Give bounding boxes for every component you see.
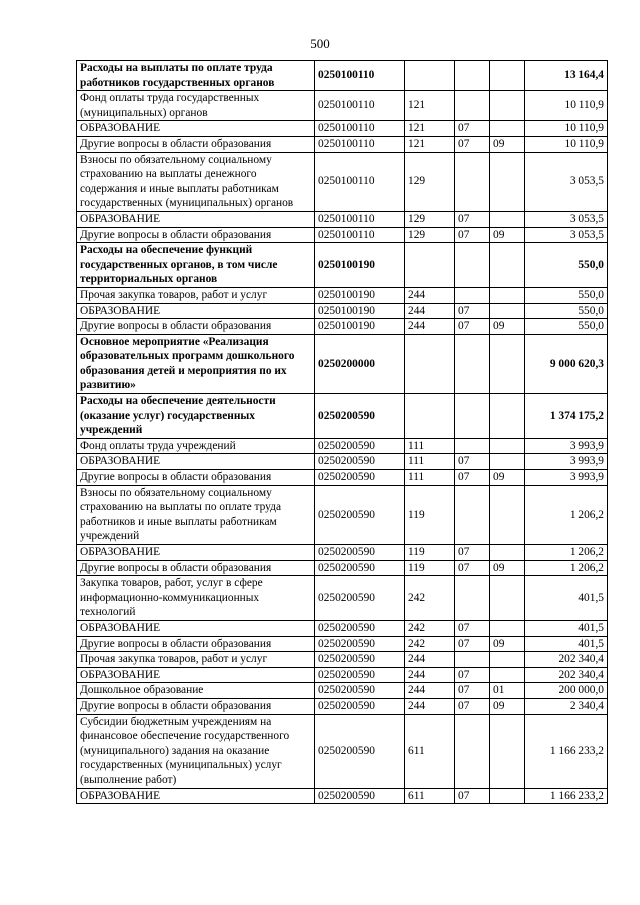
cell-amount: 3 053,5 bbox=[525, 211, 608, 227]
table-row bbox=[77, 334, 608, 393]
cell-section bbox=[455, 61, 490, 91]
cell-subsection bbox=[490, 485, 525, 544]
cell-target-code: 0250100110 bbox=[315, 211, 405, 227]
cell-target-code: 0250200590 bbox=[315, 576, 405, 621]
cell-expense-type: 129 bbox=[405, 152, 455, 211]
cell-amount: 550,0 bbox=[525, 303, 608, 319]
cell-name: Расходы на выплаты по оплате труда работников государственных органов bbox=[77, 61, 315, 91]
cell-subsection bbox=[490, 438, 525, 454]
table-row bbox=[77, 470, 608, 486]
cell-amount: 401,5 bbox=[525, 576, 608, 621]
cell-subsection: 09 bbox=[490, 136, 525, 152]
cell-name: Основное мероприятие «Реализация образовательных программ дошкольного образования детей и мероприятия по их развитию» bbox=[77, 334, 315, 393]
table-row bbox=[77, 485, 608, 544]
cell-expense-type bbox=[405, 394, 455, 439]
cell-target-code: 0250200590 bbox=[315, 454, 405, 470]
table-row bbox=[77, 243, 608, 288]
cell-name: Взносы по обязательному социальному страхованию на выплаты по оплате труда работников и иные выплаты работникам учреждений bbox=[77, 485, 315, 544]
table-row bbox=[77, 303, 608, 319]
cell-subsection bbox=[490, 394, 525, 439]
cell-expense-type: 119 bbox=[405, 560, 455, 576]
cell-amount: 10 110,9 bbox=[525, 91, 608, 121]
cell-section: 07 bbox=[455, 136, 490, 152]
cell-subsection bbox=[490, 652, 525, 668]
cell-section bbox=[455, 485, 490, 544]
cell-amount: 550,0 bbox=[525, 319, 608, 335]
cell-expense-type: 242 bbox=[405, 620, 455, 636]
cell-name: ОБРАЗОВАНИЕ bbox=[77, 211, 315, 227]
cell-subsection bbox=[490, 211, 525, 227]
cell-target-code: 0250200590 bbox=[315, 485, 405, 544]
cell-target-code: 0250100110 bbox=[315, 152, 405, 211]
cell-expense-type: 611 bbox=[405, 714, 455, 788]
table-row bbox=[77, 788, 608, 804]
cell-expense-type bbox=[405, 243, 455, 288]
table-row bbox=[77, 394, 608, 439]
cell-target-code: 0250200590 bbox=[315, 714, 405, 788]
cell-section bbox=[455, 652, 490, 668]
cell-section: 07 bbox=[455, 545, 490, 561]
cell-expense-type: 244 bbox=[405, 652, 455, 668]
cell-section: 07 bbox=[455, 636, 490, 652]
cell-expense-type: 119 bbox=[405, 545, 455, 561]
cell-target-code: 0250200590 bbox=[315, 788, 405, 804]
cell-target-code: 0250100110 bbox=[315, 91, 405, 121]
cell-section: 07 bbox=[455, 788, 490, 804]
cell-subsection bbox=[490, 714, 525, 788]
cell-target-code: 0250100190 bbox=[315, 243, 405, 288]
cell-subsection bbox=[490, 287, 525, 303]
cell-name: Другие вопросы в области образования bbox=[77, 560, 315, 576]
cell-section bbox=[455, 243, 490, 288]
table-row bbox=[77, 91, 608, 121]
cell-subsection: 09 bbox=[490, 698, 525, 714]
cell-name: Фонд оплаты труда учреждений bbox=[77, 438, 315, 454]
cell-subsection bbox=[490, 91, 525, 121]
cell-name: ОБРАЗОВАНИЕ bbox=[77, 121, 315, 137]
table-row bbox=[77, 698, 608, 714]
cell-expense-type bbox=[405, 334, 455, 393]
cell-subsection: 01 bbox=[490, 683, 525, 699]
table-row bbox=[77, 136, 608, 152]
cell-section bbox=[455, 714, 490, 788]
table-row bbox=[77, 545, 608, 561]
cell-subsection: 09 bbox=[490, 636, 525, 652]
cell-name: Фонд оплаты труда государственных (муниципальных) органов bbox=[77, 91, 315, 121]
cell-section: 07 bbox=[455, 698, 490, 714]
cell-amount: 3 993,9 bbox=[525, 454, 608, 470]
cell-name: Другие вопросы в области образования bbox=[77, 636, 315, 652]
cell-section bbox=[455, 334, 490, 393]
cell-amount: 1 206,2 bbox=[525, 485, 608, 544]
budget-table-body bbox=[77, 61, 608, 804]
cell-subsection: 09 bbox=[490, 319, 525, 335]
cell-name: ОБРАЗОВАНИЕ bbox=[77, 545, 315, 561]
cell-expense-type: 611 bbox=[405, 788, 455, 804]
cell-expense-type: 111 bbox=[405, 470, 455, 486]
cell-amount: 1 166 233,2 bbox=[525, 714, 608, 788]
cell-amount: 550,0 bbox=[525, 287, 608, 303]
cell-subsection: 09 bbox=[490, 227, 525, 243]
cell-name: Расходы на обеспечение деятельности (оказание услуг) государственных учреждений bbox=[77, 394, 315, 439]
cell-name: Другие вопросы в области образования bbox=[77, 319, 315, 335]
cell-amount: 202 340,4 bbox=[525, 652, 608, 668]
cell-target-code: 0250200590 bbox=[315, 545, 405, 561]
table-row bbox=[77, 683, 608, 699]
cell-section bbox=[455, 91, 490, 121]
cell-name: ОБРАЗОВАНИЕ bbox=[77, 303, 315, 319]
cell-name: Расходы на обеспечение функций государственных органов, в том числе территориальных органов bbox=[77, 243, 315, 288]
table-row bbox=[77, 454, 608, 470]
cell-section bbox=[455, 438, 490, 454]
cell-section: 07 bbox=[455, 319, 490, 335]
cell-subsection: 09 bbox=[490, 560, 525, 576]
table-row bbox=[77, 287, 608, 303]
cell-expense-type: 242 bbox=[405, 636, 455, 652]
cell-expense-type: 244 bbox=[405, 683, 455, 699]
table-row bbox=[77, 667, 608, 683]
cell-amount: 200 000,0 bbox=[525, 683, 608, 699]
cell-section: 07 bbox=[455, 454, 490, 470]
cell-name: Прочая закупка товаров, работ и услуг bbox=[77, 652, 315, 668]
cell-name: ОБРАЗОВАНИЕ bbox=[77, 454, 315, 470]
cell-section: 07 bbox=[455, 211, 490, 227]
cell-target-code: 0250200590 bbox=[315, 438, 405, 454]
cell-amount: 401,5 bbox=[525, 636, 608, 652]
cell-subsection bbox=[490, 243, 525, 288]
cell-expense-type: 121 bbox=[405, 136, 455, 152]
cell-target-code: 0250100190 bbox=[315, 287, 405, 303]
table-row bbox=[77, 620, 608, 636]
page-number: 500 bbox=[310, 36, 330, 51]
cell-name: Взносы по обязательному социальному страхованию на выплаты денежного содержания и иные выплаты работникам государственных (муниципальных) органов bbox=[77, 152, 315, 211]
cell-subsection: 09 bbox=[490, 470, 525, 486]
cell-name: Другие вопросы в области образования bbox=[77, 698, 315, 714]
cell-expense-type: 121 bbox=[405, 91, 455, 121]
cell-expense-type: 244 bbox=[405, 667, 455, 683]
cell-target-code: 0250200590 bbox=[315, 698, 405, 714]
cell-expense-type: 129 bbox=[405, 211, 455, 227]
cell-amount: 1 374 175,2 bbox=[525, 394, 608, 439]
cell-section: 07 bbox=[455, 121, 490, 137]
cell-subsection bbox=[490, 61, 525, 91]
cell-name: Другие вопросы в области образования bbox=[77, 470, 315, 486]
cell-subsection bbox=[490, 303, 525, 319]
cell-name: ОБРАЗОВАНИЕ bbox=[77, 788, 315, 804]
table-row bbox=[77, 121, 608, 137]
budget-table bbox=[76, 60, 608, 804]
cell-name: Дошкольное образование bbox=[77, 683, 315, 699]
cell-amount: 13 164,4 bbox=[525, 61, 608, 91]
cell-subsection bbox=[490, 121, 525, 137]
cell-section: 07 bbox=[455, 560, 490, 576]
cell-target-code: 0250100110 bbox=[315, 121, 405, 137]
cell-name: Прочая закупка товаров, работ и услуг bbox=[77, 287, 315, 303]
cell-subsection bbox=[490, 620, 525, 636]
table-row bbox=[77, 152, 608, 211]
cell-name: ОБРАЗОВАНИЕ bbox=[77, 620, 315, 636]
cell-subsection bbox=[490, 576, 525, 621]
cell-expense-type: 111 bbox=[405, 438, 455, 454]
cell-section bbox=[455, 287, 490, 303]
cell-expense-type: 129 bbox=[405, 227, 455, 243]
cell-subsection bbox=[490, 788, 525, 804]
cell-section: 07 bbox=[455, 620, 490, 636]
cell-amount: 202 340,4 bbox=[525, 667, 608, 683]
cell-target-code: 0250200590 bbox=[315, 470, 405, 486]
cell-amount: 9 000 620,3 bbox=[525, 334, 608, 393]
cell-target-code: 0250200590 bbox=[315, 620, 405, 636]
cell-amount: 3 053,5 bbox=[525, 227, 608, 243]
cell-name: Субсидии бюджетным учреждениям на финансовое обеспечение государственного (муниципального) задания на оказание государственных (муниципальных) услуг (выполнение работ) bbox=[77, 714, 315, 788]
cell-amount: 1 206,2 bbox=[525, 545, 608, 561]
table-row bbox=[77, 560, 608, 576]
cell-amount: 550,0 bbox=[525, 243, 608, 288]
cell-amount: 10 110,9 bbox=[525, 121, 608, 137]
cell-section bbox=[455, 394, 490, 439]
cell-target-code: 0250100110 bbox=[315, 227, 405, 243]
cell-subsection bbox=[490, 667, 525, 683]
table-row bbox=[77, 652, 608, 668]
table-row bbox=[77, 319, 608, 335]
cell-target-code: 0250200590 bbox=[315, 636, 405, 652]
cell-amount: 1 166 233,2 bbox=[525, 788, 608, 804]
cell-section bbox=[455, 576, 490, 621]
table-row bbox=[77, 61, 608, 91]
cell-amount: 401,5 bbox=[525, 620, 608, 636]
cell-section: 07 bbox=[455, 303, 490, 319]
cell-section: 07 bbox=[455, 470, 490, 486]
cell-subsection bbox=[490, 152, 525, 211]
cell-expense-type: 111 bbox=[405, 454, 455, 470]
table-row bbox=[77, 438, 608, 454]
cell-amount: 10 110,9 bbox=[525, 136, 608, 152]
cell-amount: 1 206,2 bbox=[525, 560, 608, 576]
cell-amount: 2 340,4 bbox=[525, 698, 608, 714]
cell-name: Закупка товаров, работ, услуг в сфере информационно-коммуникационных технологий bbox=[77, 576, 315, 621]
cell-target-code: 0250200590 bbox=[315, 394, 405, 439]
cell-expense-type: 119 bbox=[405, 485, 455, 544]
cell-expense-type: 244 bbox=[405, 287, 455, 303]
cell-amount: 3 993,9 bbox=[525, 470, 608, 486]
cell-subsection bbox=[490, 454, 525, 470]
table-row bbox=[77, 714, 608, 788]
cell-target-code: 0250100190 bbox=[315, 303, 405, 319]
cell-section: 07 bbox=[455, 227, 490, 243]
cell-expense-type: 244 bbox=[405, 698, 455, 714]
cell-amount: 3 993,9 bbox=[525, 438, 608, 454]
table-row bbox=[77, 227, 608, 243]
cell-target-code: 0250100110 bbox=[315, 61, 405, 91]
cell-target-code: 0250200590 bbox=[315, 667, 405, 683]
cell-name: ОБРАЗОВАНИЕ bbox=[77, 667, 315, 683]
cell-subsection bbox=[490, 334, 525, 393]
cell-target-code: 0250200000 bbox=[315, 334, 405, 393]
cell-expense-type: 242 bbox=[405, 576, 455, 621]
cell-expense-type: 121 bbox=[405, 121, 455, 137]
cell-expense-type: 244 bbox=[405, 303, 455, 319]
cell-section bbox=[455, 152, 490, 211]
cell-section: 07 bbox=[455, 667, 490, 683]
cell-name: Другие вопросы в области образования bbox=[77, 227, 315, 243]
cell-subsection bbox=[490, 545, 525, 561]
cell-amount: 3 053,5 bbox=[525, 152, 608, 211]
table-row bbox=[77, 211, 608, 227]
cell-target-code: 0250200590 bbox=[315, 560, 405, 576]
table-row bbox=[77, 636, 608, 652]
cell-target-code: 0250200590 bbox=[315, 652, 405, 668]
table-row bbox=[77, 576, 608, 621]
cell-target-code: 0250100110 bbox=[315, 136, 405, 152]
cell-target-code: 0250200590 bbox=[315, 683, 405, 699]
cell-name: Другие вопросы в области образования bbox=[77, 136, 315, 152]
cell-expense-type: 244 bbox=[405, 319, 455, 335]
cell-expense-type bbox=[405, 61, 455, 91]
cell-target-code: 0250100190 bbox=[315, 319, 405, 335]
cell-section: 07 bbox=[455, 683, 490, 699]
